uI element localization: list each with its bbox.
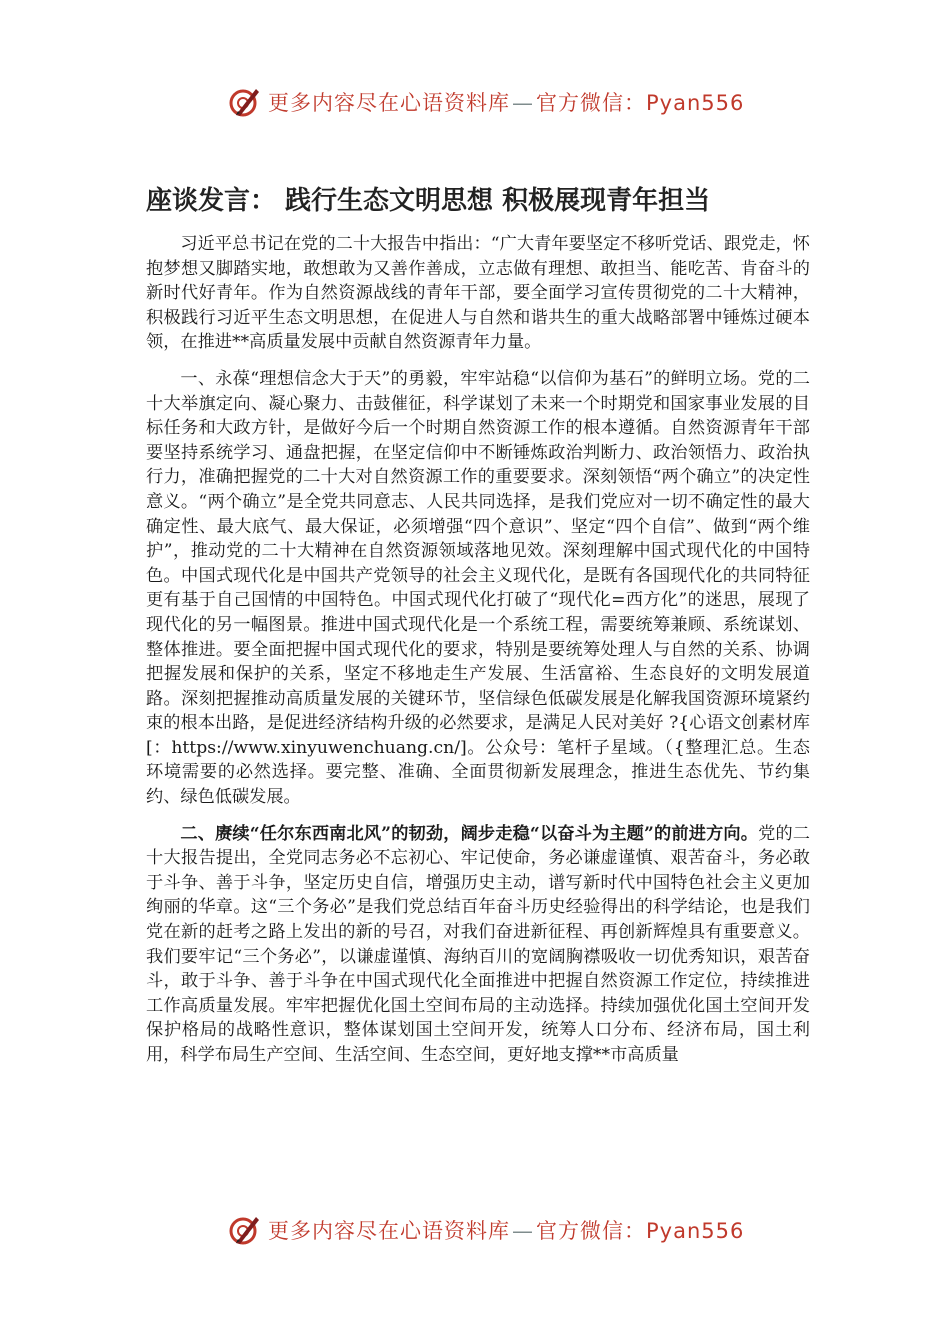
section-2-body: 党的二十大报告提出，全党同志务必不忘初心、牢记使命，务必谦虚谨慎、艰苦奋斗，务必敢于斗争、善于斗争，坚定历史自信，增强历史主动，谱写新时代中国特色社会主义更加绚丽的华章。这“三个务必”是我们党总结百年奋斗历史经验得出的科学结论，也是我们党在新的赶考之路上发出的新的号召，对我们奋进新征程、再创新辉煌具有重要意义。我们要牢记“三个务必”，以谦虚谨慎、海纳百川的宽阔胸襟吸收一切优秀知识，艰苦奋斗，敢于斗争、善于斗争在中国式现代化全面推进中把握自然资源工作定位，持续推进工作高质量发展。牢牢把握优化国土空间布局的主动选择。持续加强优化国土空间开发保护格局的战略性意识，整体谋划国土空间开发，统筹人口分布、经济布局，国土利用，科学布局生产空间、生活空间、生态空间，更好地支撑**市高质量 [146, 823, 810, 1065]
header-banner [228, 82, 745, 122]
pen-logo-icon [228, 85, 262, 119]
document-body [146, 232, 810, 1080]
footer-banner-text: 更多内容尽在心语资料库—官方微信：Pyan556 [268, 1219, 745, 1243]
paragraph-intro: 习近平总书记在党的二十大报告中指出：“广大青年要坚定不移听党话、跟党走，怀抱梦想又脚踏实地，敢想敢为又善作善成，立志做有理想、敢担当、能吃苦、肯奋斗的新时代好青年。作为自然资源战线的青年干部，要全面学习宣传贯彻党的二十大精神，积极践行习近平生态文明思想，在促进人与自然和谐共生的重大战略部署中锤炼过硬本领，在推进**高质量发展中贡献自然资源青年力量。 [146, 234, 810, 353]
document-title: 座谈发言： 践行生态文明思想 积极展现青年担当 [146, 186, 711, 216]
paragraph-section-1: 一、永葆“理想信念大于天”的勇毅，牢牢站稳“以信仰为基石”的鲜明立场。党的二十大举旗定向、凝心聚力、击鼓催征，科学谋划了未来一个时期党和国家事业发展的目标任务和大政方针，是做好今后一个时期自然资源工作的根本遵循。自然资源青年干部要坚持系统学习、通盘把握，在坚定信仰中不断锤炼政治判断力、政治领悟力、政治执行力，准确把握党的二十大对自然资源工作的重要要求。深刻领悟“两个确立”的决定性意义。“两个确立”是全党共同意志、人民共同选择，是我们党应对一切不确定性的最大确定性、最大底气、最大保证，必须增强“四个意识”、坚定“四个自信”、做到“两个维护”，推动党的二十大精神在自然资源领域落地见效。深刻理解中国式现代化的中国特色。中国式现代化是中国共产党领导的社会主义现代化，是既有各国现代化的共同特征更有基于自己国情的中国特色。中国式现代化打破了“现代化=西方化”的迷思，展现了现代化的另一幅图景。推进中国式现代化是一个系统工程，需要统筹兼顾、系统谋划、整体推进。要全面把握中国式现代化的要求，特别是要统筹处理人与自然的关系、协调把握发展和保护的关系，坚定不移地走生产发展、生活富裕、生态良好的文明发展道路。深刻把握推动高质量发展的关键环节，坚信绿色低碳发展是化解我国资源环境紧约束的根本出路，是促进经济结构升级的必然要求，是满足人民对美好 ?{心语文创素材库[：https://www.xinyuwenchuang.cn/]。公众号：笔杆子星域。（{整理汇总。生态环境需要的必然选择。要完整、准确、全面贯彻新发展理念，推进生态优先、节约集约、绿色低碳发展。 [146, 368, 810, 808]
paragraph-section-2 [146, 822, 810, 1068]
section-2-heading: 二、赓续“任尔东西南北风”的韧劲，阔步走稳“以奋斗为主题”的前进方向。 [180, 823, 759, 844]
footer-banner [228, 1210, 745, 1250]
pen-logo-icon [228, 1213, 262, 1247]
header-banner-text: 更多内容尽在心语资料库—官方微信：Pyan556 [268, 91, 745, 115]
